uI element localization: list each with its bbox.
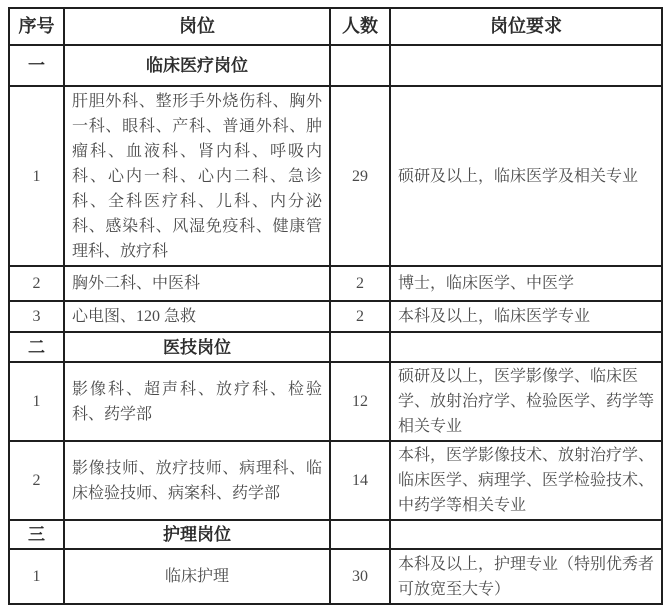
section-row-clinical xyxy=(9,45,662,86)
row-number: 1 xyxy=(9,549,64,604)
header-requirement: 岗位要求 xyxy=(390,8,662,45)
row-number: 2 xyxy=(9,266,64,301)
section-count-empty xyxy=(330,332,390,362)
requirement-cell: 本科及以上，临床医学专业 xyxy=(390,301,662,332)
position-cell: 临床护理 xyxy=(64,549,330,604)
header-position: 岗位 xyxy=(64,8,330,45)
position-cell: 心电图、120 急救 xyxy=(64,301,330,332)
section-title: 护理岗位 xyxy=(64,520,330,549)
section-index: 二 xyxy=(9,332,64,362)
count-cell: 30 xyxy=(330,549,390,604)
position-cell: 肝胆外科、整形手外烧伤科、胸外一科、眼科、产科、普通外科、肿瘤科、血液科、肾内科、呼吸内科、心内一科、心内二科、急诊科、全科医疗科、儿科、内分泌科、感染科、风湿免疫科、健康管理科、放疗科 xyxy=(64,86,330,266)
section-row-nursing xyxy=(9,520,662,549)
header-count: 人数 xyxy=(330,8,390,45)
section-count-empty xyxy=(330,45,390,86)
section-row-medtech xyxy=(9,332,662,362)
section-index: 三 xyxy=(9,520,64,549)
requirement-cell: 本科，医学影像技术、放射治疗学、临床医学、病理学、医学检验技术、中药学等相关专业 xyxy=(390,441,662,520)
table-row xyxy=(9,441,662,520)
table-row xyxy=(9,549,662,604)
section-count-empty xyxy=(330,520,390,549)
table-row xyxy=(9,301,662,332)
header-no: 序号 xyxy=(9,8,64,45)
table-row xyxy=(9,86,662,266)
recruitment-table xyxy=(8,7,663,605)
position-cell: 影像技师、放疗技师、病理科、临床检验技师、病案科、药学部 xyxy=(64,441,330,520)
section-requirement-empty xyxy=(390,520,662,549)
row-number: 1 xyxy=(9,362,64,441)
section-requirement-empty xyxy=(390,45,662,86)
table-header-row xyxy=(9,8,662,45)
section-title: 临床医疗岗位 xyxy=(64,45,330,86)
requirement-cell: 本科及以上，护理专业（特别优秀者可放宽至大专） xyxy=(390,549,662,604)
table-row xyxy=(9,362,662,441)
section-index: 一 xyxy=(9,45,64,86)
table-row xyxy=(9,266,662,301)
requirement-cell: 博士，临床医学、中医学 xyxy=(390,266,662,301)
count-cell: 29 xyxy=(330,86,390,266)
requirement-cell: 硕研及以上，临床医学及相关专业 xyxy=(390,86,662,266)
position-cell: 影像科、超声科、放疗科、检验科、药学部 xyxy=(64,362,330,441)
count-cell: 12 xyxy=(330,362,390,441)
count-cell: 14 xyxy=(330,441,390,520)
position-cell: 胸外二科、中医科 xyxy=(64,266,330,301)
count-cell: 2 xyxy=(330,301,390,332)
section-title: 医技岗位 xyxy=(64,332,330,362)
row-number: 1 xyxy=(9,86,64,266)
row-number: 2 xyxy=(9,441,64,520)
row-number: 3 xyxy=(9,301,64,332)
section-requirement-empty xyxy=(390,332,662,362)
requirement-cell: 硕研及以上，医学影像学、临床医学、放射治疗学、检验医学、药学等相关专业 xyxy=(390,362,662,441)
count-cell: 2 xyxy=(330,266,390,301)
